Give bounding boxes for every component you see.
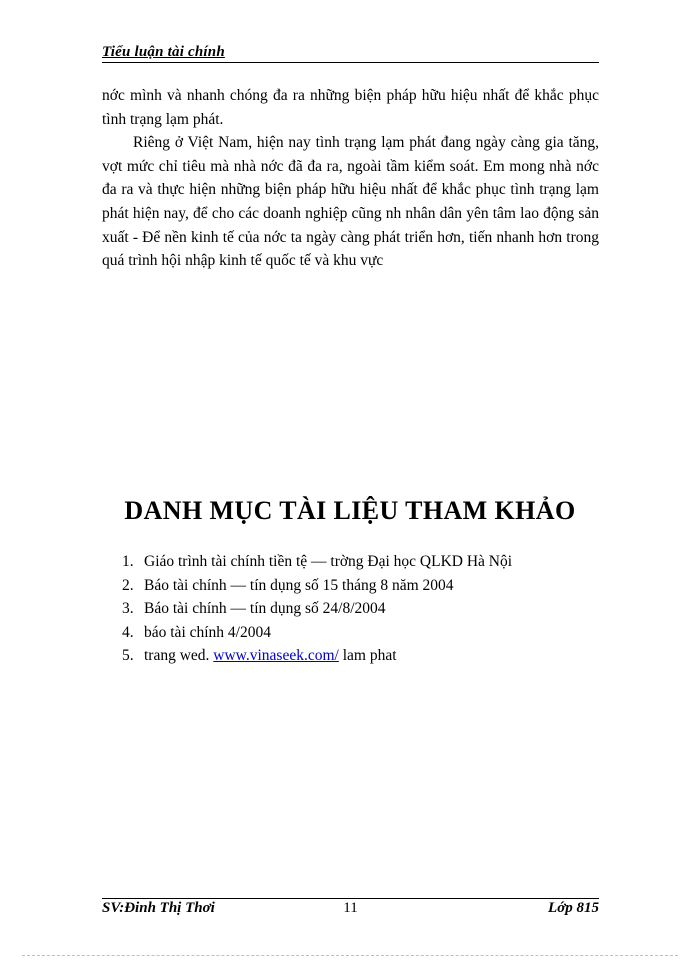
footer [102,900,599,922]
page-number: 11 [343,900,358,916]
reference-text: Báo tài chính — tín dụng số 24/8/2004 [144,600,386,617]
reference-number: 3. [122,600,134,617]
reference-number: 1. [122,553,134,570]
reference-item [122,550,512,574]
reference-prefix: trang wed. [144,647,214,664]
reference-item [122,644,512,668]
reference-item [122,621,512,645]
reference-item [122,597,512,621]
reference-text: Báo tài chính — tín dụng số 15 tháng 8 năm 2004 [144,576,454,594]
reference-link[interactable]: www.vinaseek.com/ [213,647,339,664]
header-title: Tiểu luận tài chính [102,44,225,60]
reference-item [122,574,512,598]
reference-number: 2. [122,576,134,594]
page-break-line [22,955,678,956]
reference-text: báo tài chính 4/2004 [144,623,271,641]
reference-text [144,644,397,668]
body-text [102,84,599,273]
footer-rule [102,898,599,899]
footer-author: SV:Đinh Thị Thơi [102,900,215,916]
paragraph: nớc mình và nhanh chóng đa ra những biện pháp hữu hiệu nhất để khắc phục tình trạng lạm phát. [102,87,599,128]
paragraph: Riêng ở Việt Nam, hiện nay tình trạng lạm phát đang ngày càng gia tăng, vợt mức chỉ tiêu mà nhà nớc đã đa ra, ngoài tầm kiểm soát. Em mong nhà nớc đa ra và thực hiện những biện pháp hữu hiệu nhất để khắc phục tình trạng lạm phát hiện nay, để cho các doanh nghiệp cũng nh nhân dân yên tâm lao động sản xuất - Để nền kinh tế của nớc ta ngày càng phát triển hơn, tiến nhanh hơn trong quá trình hội nhập kinh tế quốc tế và khu vực [102,134,599,270]
reference-number: 5. [122,647,134,664]
reference-suffix: lam phat [338,647,397,664]
reference-text: Giáo trình tài chính tiền tệ — trờng Đại học QLKD Hà Nội [144,553,513,570]
references-heading: DANH MỤC TÀI LIỆU THAM KHẢO [124,496,576,525]
reference-number: 4. [122,623,134,641]
references-list [122,550,512,668]
footer-class: Lớp 815 [548,900,599,916]
header-rule [102,62,599,63]
